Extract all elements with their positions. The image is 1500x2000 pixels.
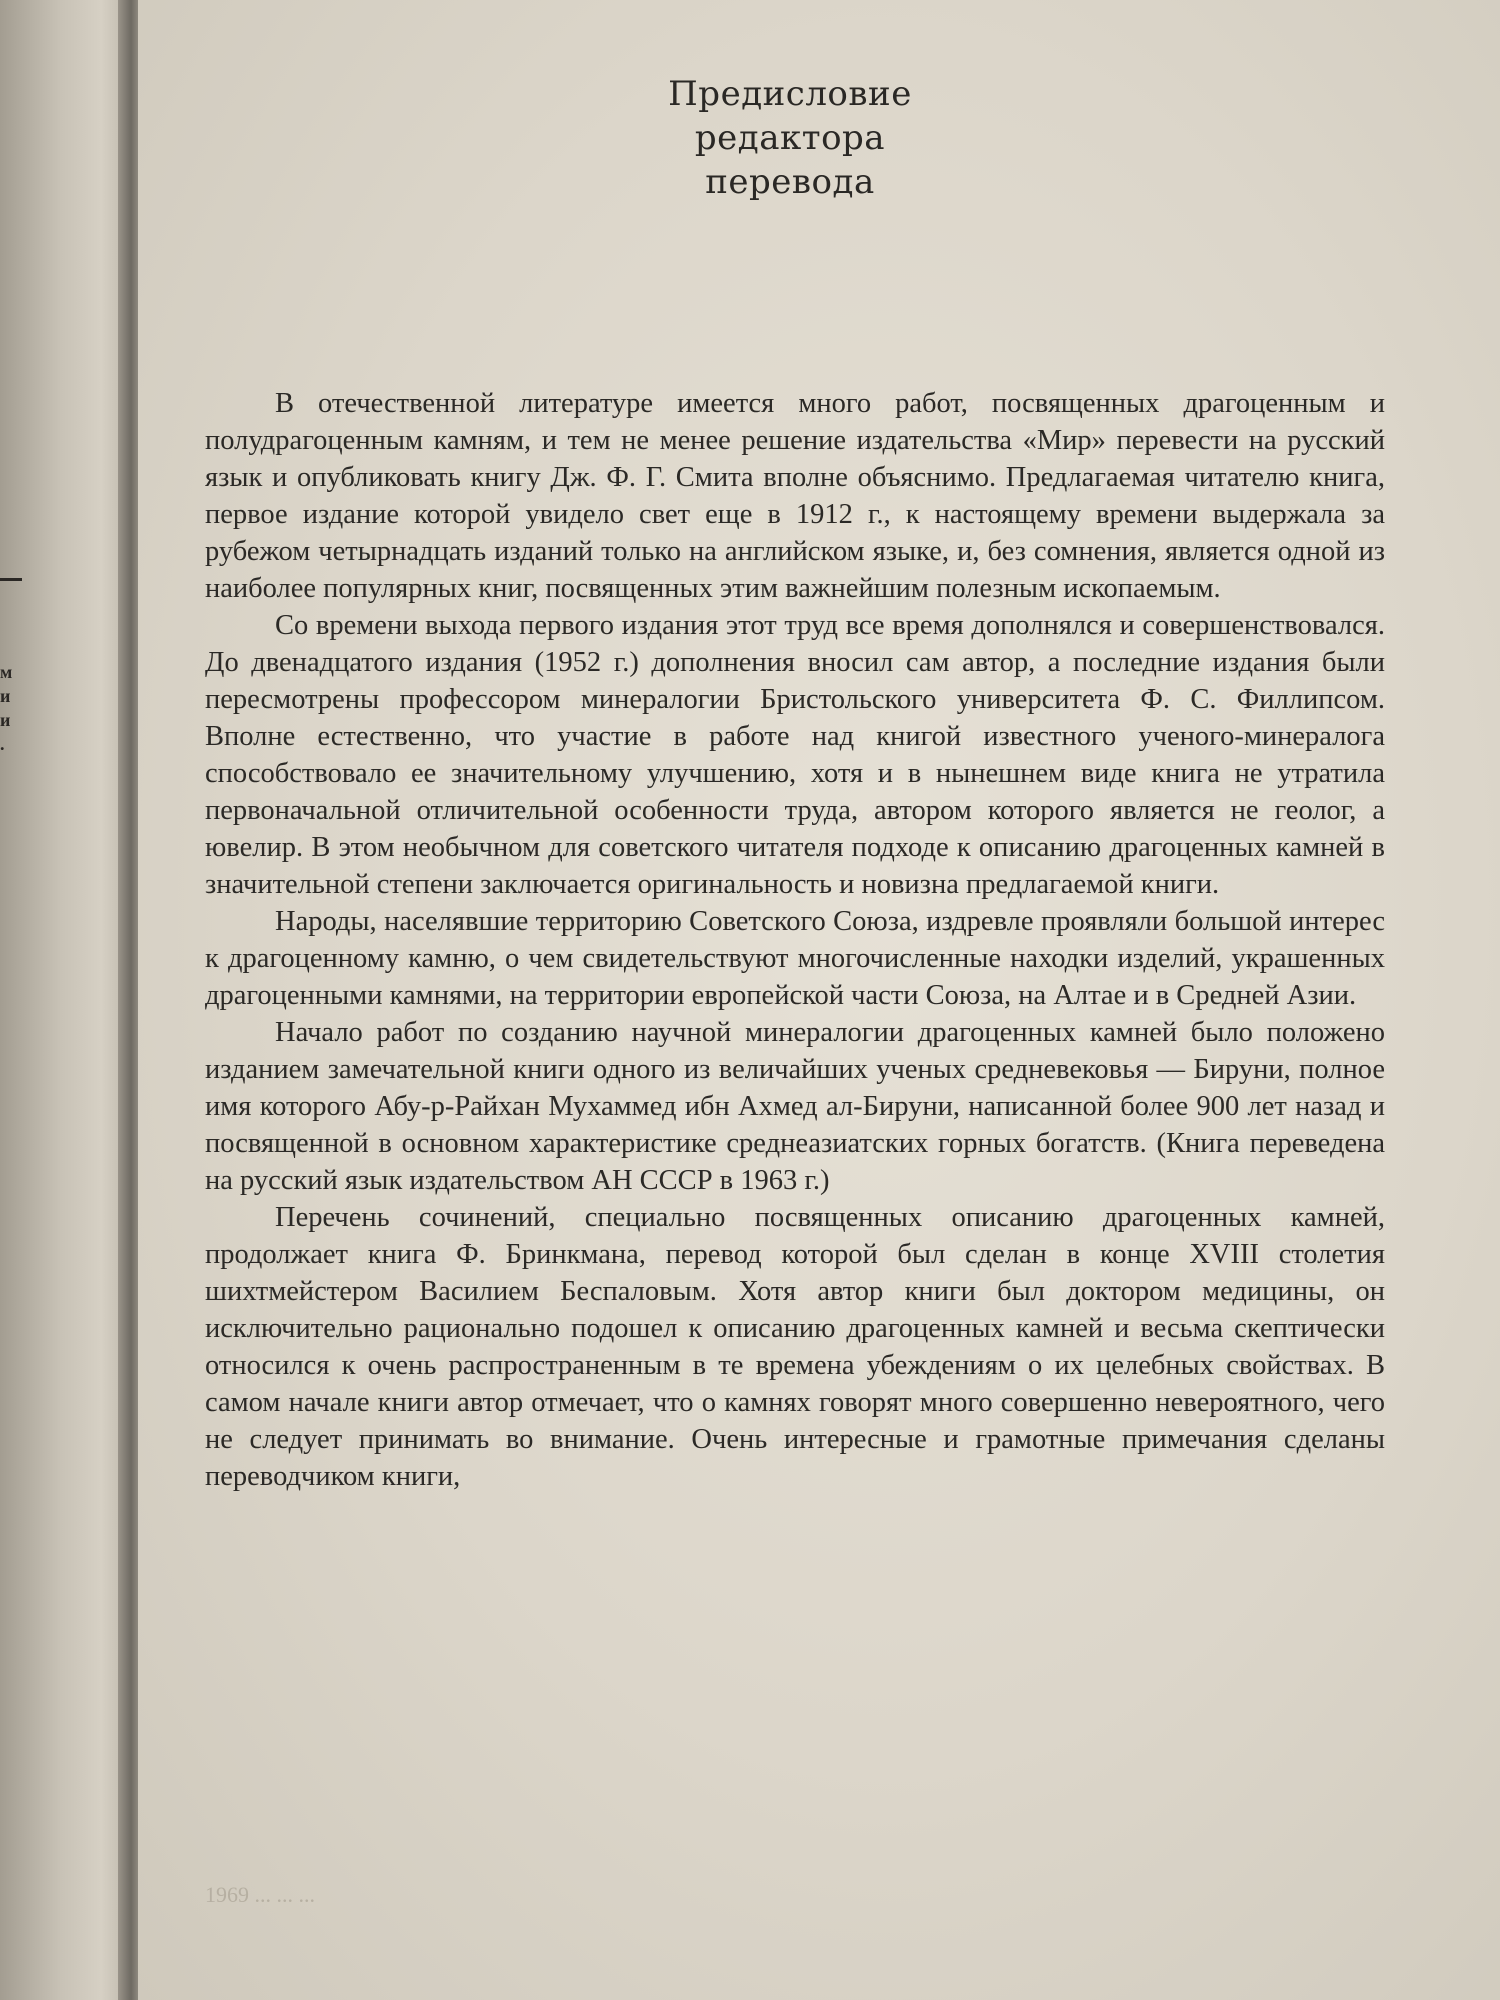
title-line: перевода <box>705 162 875 202</box>
paragraph: В отечественной литературе имеется много работ, посвященных драгоценным и полудрагоценным камням, и тем не менее решение издательства «Мир» перевести на русский язык и опубликовать книгу Дж. Ф. Г. Смита вполне объяснимо. Предлагаемая читателю книга, первое издание которой увидело свет еще в 1912 г., к настоящему времени выдержала за рубежом четырнадцать изданий только на английском языке, и, без сомнения, является одной из наиболее популярных книг, посвященных этим важнейшим полезным ископаемым. <box>205 388 1385 604</box>
faded-footer-text: 1969 ... ... ... <box>205 1882 315 1907</box>
paragraph: Перечень сочинений, специально посвященных описанию драгоценных камней, продолжает книга Ф. Бринкмана, перевод которой был сделан в конце XVIII столетия шихтмейстером Василием Беспаловым. Хотя автор книги был доктором медицины, он исключительно рационально подошел к описанию драгоценных камней и весьма скептически относился к очень распространенным в те времена убеждениям о их целебных свойствах. В самом начале книги автор отмечает, что о камнях говорят много совершенно невероятного, чего не следует принимать во внимание. Очень интересные и грамотные примечания сделаны переводчиком книги, <box>205 1202 1385 1492</box>
paragraph: Со времени выхода первого издания этот труд все время дополнялся и совершенствовался. До двенадцатого издания (1952 г.) дополнения вносил сам автор, а последние издания были пересмотрены профессором минералогии Бристольского университета Ф. С. Филлипсом. Вполне естественно, что участие в работе над книгой известного ученого-минералога способствовало ее значительному улучшению, хотя и в нынешнем виде книга не утратила первоначальной отличительной особенности труда, автором которого является не геолог, а ювелир. В этом необычном для советского читателя подходе к описанию драгоценных камней в значительной степени заключается оригинальность и новизна предлагаемой книги. <box>205 610 1385 900</box>
paragraph: Народы, населявшие территорию Советского Союза, издревле проявляли большой интерес к драгоценному камню, о чем свидетельствуют многочисленные находки изделий, украшенных драгоценными камнями, на территории европейской части Союза, на Алтае и в Средней Азии. <box>205 906 1385 1011</box>
previous-page-edge <box>0 0 135 2000</box>
paragraph: Начало работ по созданию научной минералогии драгоценных камней было положено изданием замечательной книги одного из величайших ученых средневековья — Бируни, полное имя которого Абу-р-Райхан Мухаммед ибн Ахмед ал-Бируни, написанной более 900 лет назад и посвященной в основном характеристике среднеазиатских горных богатств. (Книга переведена на русский язык издательством АН СССР в 1963 г.) <box>205 1017 1385 1196</box>
title-line: Предисловие <box>668 74 912 114</box>
previous-page-marks: м и и . <box>0 662 13 754</box>
title-line: редактора <box>694 118 886 158</box>
body-text <box>205 385 1385 1495</box>
previous-page-dash <box>0 578 22 581</box>
page-title <box>560 72 1020 204</box>
